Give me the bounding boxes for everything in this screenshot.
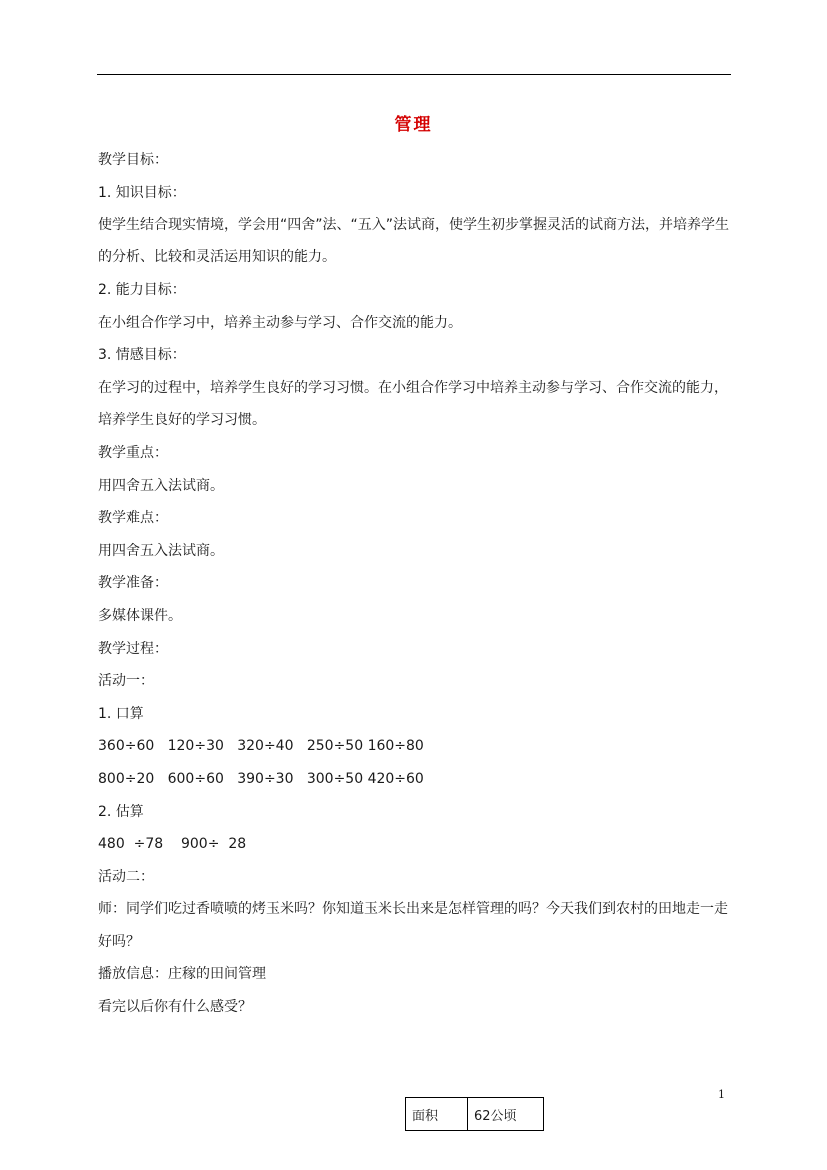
text-line: 教学目标：: [98, 152, 168, 168]
text-line: 1. 知识目标：: [98, 184, 186, 201]
table-row: [406, 1098, 544, 1131]
text-line: 多媒体课件。: [98, 607, 182, 624]
page-number: 1: [718, 1088, 725, 1101]
paragraph: 在学习的过程中，培养学生良好的学习习惯。在小组合作学习中培养主动参与学习、合作交流的能力，培养学生良好的学习习惯。: [98, 379, 728, 429]
text-line: 用四舍五入法试商。: [98, 477, 224, 494]
area-table: [405, 1097, 544, 1131]
paragraph: 使学生结合现实情境，学会用“四舍”法、“五入”法试商，使学生初步掌握灵活的试商方法，并培养学生的分析、比较和灵活运用知识的能力。: [98, 216, 730, 266]
text-line: 360÷60 120÷30 320÷40 250÷50 160÷80: [98, 738, 424, 755]
header-rule: [97, 74, 731, 75]
text-line: 2. 估算: [98, 803, 144, 820]
text-line: 1. 口算: [98, 705, 144, 722]
text-line: 看完以后你有什么感受？: [98, 998, 252, 1015]
text-line: 3. 情感目标：: [98, 347, 186, 364]
table-cell-value: 62公顷: [468, 1098, 544, 1131]
document-body: [98, 150, 732, 1029]
text-line: 480 ÷78 900÷ 28: [98, 836, 247, 853]
page-title: 管理: [394, 115, 433, 135]
text-line: 活动二：: [98, 868, 154, 885]
text-line: 教学准备：: [98, 575, 168, 592]
text-line: 教学重点：: [98, 444, 168, 461]
text-line: 用四舍五入法试商。: [98, 542, 224, 559]
text-line: 播放信息：庄稼的田间管理: [98, 966, 266, 983]
paragraph: 师：同学们吃过香喷喷的烤玉米吗？你知道玉米长出来是怎样管理的吗？今天我们到农村的田地走一走好吗？: [98, 900, 728, 950]
text-line: 在小组合作学习中，培养主动参与学习、合作交流的能力。: [98, 314, 462, 331]
table-cell-label: 面积: [406, 1098, 468, 1131]
text-line: 活动一：: [98, 673, 154, 690]
text-line: 800÷20 600÷60 390÷30 300÷50 420÷60: [98, 770, 424, 787]
text-line: 2. 能力目标：: [98, 282, 186, 299]
text-line: 教学难点：: [98, 510, 168, 527]
text-line: 教学过程：: [98, 640, 168, 657]
